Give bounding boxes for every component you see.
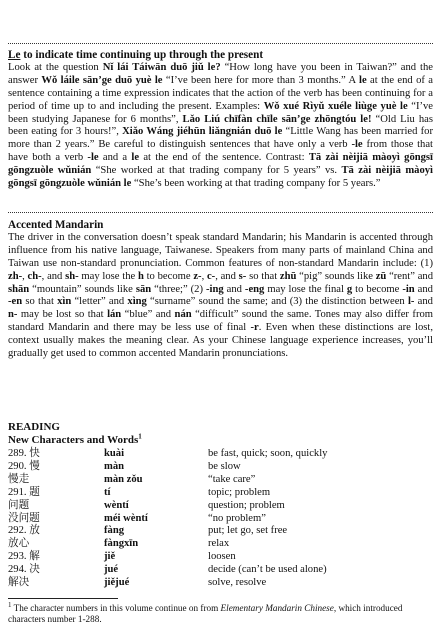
text-run: “letter” and <box>71 296 128 308</box>
bold-term: zū <box>375 270 387 282</box>
vocab-gloss: topic; problem <box>208 486 271 498</box>
bold-term: -eng <box>244 283 265 295</box>
vocab-row <box>8 474 428 487</box>
text-run: “She worked at that trading company for 5 years” vs. <box>91 165 342 177</box>
top-dotted-divider <box>8 43 433 44</box>
text-run: , and <box>215 270 239 282</box>
text-run: . Even when these distinctions are lost, context usually makes the meaning clear. As your Chinese language experience increases, you’ll gradually get used to common accented Mandarin pronunciations. <box>8 322 434 360</box>
vocab-row <box>8 538 428 551</box>
vocab-row <box>8 551 428 564</box>
vocab-gloss: be fast, quick; soon, quickly <box>208 448 328 459</box>
bold-term: Tā zài nèijiā màoyì gōngsī gōngzuòle wǔnián le <box>8 165 433 190</box>
bold-term: xìng <box>127 296 147 308</box>
vocab-gloss: solve, resolve <box>208 577 267 589</box>
vocab-row <box>8 487 428 500</box>
vocab-row <box>8 577 428 590</box>
vocab-gloss: loosen <box>208 551 236 563</box>
vocab-pinyin: méi wèntí <box>104 512 148 524</box>
vocab-row <box>8 500 428 513</box>
text-run: , and <box>41 270 66 282</box>
bold-term: zhū <box>279 270 297 282</box>
bold-term: sān <box>135 283 152 295</box>
vocab-character: 放心 <box>8 538 30 550</box>
text-run: to become <box>352 283 403 295</box>
text-run: may be lost so that <box>17 309 108 321</box>
text-run: and <box>414 283 433 295</box>
bold-term: z- <box>193 270 202 282</box>
bold-term: Xiǎo Wáng jiéhūn liǎngnián duō le <box>122 126 283 138</box>
vocab-gloss: “no problem” <box>208 512 266 524</box>
bold-term: le <box>359 74 367 86</box>
vocab-gloss: relax <box>208 538 230 550</box>
vocab-character: 293. 解 <box>8 551 40 563</box>
bold-term: shān <box>8 283 30 295</box>
vocab-character: 292. 放 <box>8 525 40 537</box>
vocab-pinyin: jiějué <box>104 577 130 589</box>
text-run: “Old Liu has been eating for 3 hours!”, <box>8 113 434 138</box>
bold-term: -ing <box>205 283 224 295</box>
vocab-pinyin: màn <box>104 460 125 472</box>
vocab-character: 慢走 <box>8 473 30 485</box>
bold-term: -en <box>8 296 23 308</box>
text-run: “I’ve been here for more than 3 months.” A <box>162 74 360 86</box>
bold-term: c- <box>206 270 216 282</box>
le-grammar-section <box>8 49 433 191</box>
bold-term: g <box>346 283 353 295</box>
text-run: “mountain” sounds like <box>29 283 136 295</box>
text-run: Look at the question <box>8 61 103 73</box>
vocab-character: 290. 慢 <box>8 460 40 472</box>
vocab-pinyin: tí <box>104 486 111 498</box>
reading-heading-block <box>8 421 433 447</box>
text-run: “I’ve been studying Japanese for 6 months”, <box>8 100 434 125</box>
text-run: may lose the <box>78 270 138 282</box>
bold-term: h <box>137 270 144 282</box>
text-run: “How long have you been in Taiwan?” and the answer <box>8 61 434 86</box>
bold-term: l- <box>407 296 415 308</box>
vocab-row <box>8 461 428 474</box>
bold-term: -r <box>250 322 259 334</box>
text-run: “blue” and <box>121 309 175 321</box>
vocab-pinyin: fàngxīn <box>104 538 139 550</box>
footnote-number: 1 <box>8 600 12 609</box>
text-run: “Little Wang has been married for more than 2 years.” Be careful to distinguish sentences that have only a verb <box>8 126 433 151</box>
accented-mandarin-section <box>8 219 433 361</box>
text-run: so that <box>246 270 280 282</box>
bold-term: -in <box>402 283 415 295</box>
text-run: “rent” and <box>386 270 433 282</box>
vocab-gloss: be slow <box>208 460 241 472</box>
le-title-rest: to indicate time continuing up through the present <box>20 49 264 61</box>
vocab-gloss: question; problem <box>208 499 285 511</box>
accented-mandarin-title: Accented Mandarin <box>8 219 104 231</box>
vocabulary-table <box>8 448 428 590</box>
bold-term: Lǎo Liú chīfàn chīle sān’ge zhōngtóu le! <box>182 113 372 125</box>
vocab-row <box>8 448 428 461</box>
vocab-character: 解决 <box>8 577 30 589</box>
vocab-character: 没问题 <box>8 512 40 524</box>
new-words-subheading-text: New Characters and Words <box>8 433 139 446</box>
footnote-text-before: The character numbers in this volume continue on from <box>11 603 221 613</box>
vocab-pinyin: màn zǒu <box>104 473 143 485</box>
middle-dotted-divider <box>8 212 433 213</box>
le-title-keyword: Le <box>8 49 21 61</box>
bold-term: zh- <box>8 270 23 282</box>
text-run: and <box>414 296 433 308</box>
vocab-character: 289. 快 <box>8 448 40 459</box>
bold-term: s- <box>238 270 247 282</box>
text-run: from those that have both a verb <box>8 139 433 164</box>
vocab-pinyin: wèntí <box>104 499 129 511</box>
vocab-gloss: “take care” <box>208 473 256 485</box>
text-run: “three;” (2) <box>151 283 206 295</box>
footnote-marker: 1 <box>138 432 142 441</box>
vocab-row <box>8 564 428 577</box>
footnote-rule <box>8 598 118 599</box>
bold-term: Tā zài nèijiā màoyì gōngsī gōngzuòle wǔnián <box>8 152 433 177</box>
vocab-character: 291. 题 <box>8 486 40 498</box>
reading-heading: READING <box>8 421 60 433</box>
bold-term: n- <box>8 309 18 321</box>
accented-mandarin-paragraph <box>8 232 433 361</box>
bold-term: sh- <box>65 270 79 282</box>
bold-term: -le <box>351 139 363 151</box>
vocab-row <box>8 513 428 526</box>
text-run: “difficult” sound the same. Tones may also differ from standard Mandarin and there may be less use of final <box>8 309 434 334</box>
text-run: and a <box>98 152 132 164</box>
text-run: The driver in the conversation doesn’t speak standard Mandarin; his Mandarin is accented through influence from his native language, Taiwanese. Speakers from many parts of mainland China and Taiwan use non-standard pronunciation. Common features of non-standard Mandarin include: (1) <box>8 231 433 269</box>
vocab-character: 问题 <box>8 499 30 511</box>
bold-term: -le <box>87 152 99 164</box>
text-run: “pig” sounds like <box>296 270 376 282</box>
bold-term: ch- <box>27 270 42 282</box>
footnote-text-after: , which introduced characters number 1-288. <box>8 603 403 624</box>
new-words-subheading <box>8 434 433 447</box>
text-run: may lose the final <box>264 283 347 295</box>
le-explanation-paragraph <box>8 62 433 191</box>
footnote-book-title: Elementary Mandarin Chinese <box>220 603 334 613</box>
footnote <box>8 600 433 625</box>
le-section-title <box>8 49 433 62</box>
bold-term: nán <box>174 309 192 321</box>
text-run: “surname” sound the same; and (3) the distinction between <box>146 296 408 308</box>
vocab-pinyin: jué <box>104 564 119 576</box>
text-run: at the end of a sentence containing a time expression indicates that the action of the verb has been continuing for a period of time up to and including the present. Examples: <box>8 74 434 112</box>
bold-term: xìn <box>57 296 72 308</box>
text-run: so that <box>22 296 58 308</box>
text-run: at the end of the sentence. Contrast: <box>139 152 309 164</box>
vocab-pinyin: fàng <box>104 525 125 537</box>
vocab-row <box>8 525 428 538</box>
text-run: “She’s been working at that trading company for 5 years.” <box>131 178 381 190</box>
bold-term: lán <box>107 309 122 321</box>
vocab-gloss: put; let go, set free <box>208 525 288 537</box>
text-run: , <box>201 270 207 282</box>
text-run: and <box>223 283 245 295</box>
vocab-pinyin: jiě <box>104 551 116 563</box>
vocab-gloss: decide (can’t be used alone) <box>208 564 327 576</box>
vocab-pinyin: kuài <box>104 448 125 459</box>
bold-term: Nǐ lái Táiwān duō jiǔ le? <box>102 61 221 73</box>
vocabulary-table-body <box>8 448 428 590</box>
vocab-character: 294. 决 <box>8 564 40 576</box>
text-run: to become <box>143 270 194 282</box>
bold-term: Wǒ xué Rìyǔ xuéle liùge yuè le <box>263 100 408 112</box>
text-run: , <box>22 270 28 282</box>
bold-term: le <box>131 152 140 164</box>
bold-term: Wǒ láile sān’ge duō yuè le <box>41 74 163 86</box>
